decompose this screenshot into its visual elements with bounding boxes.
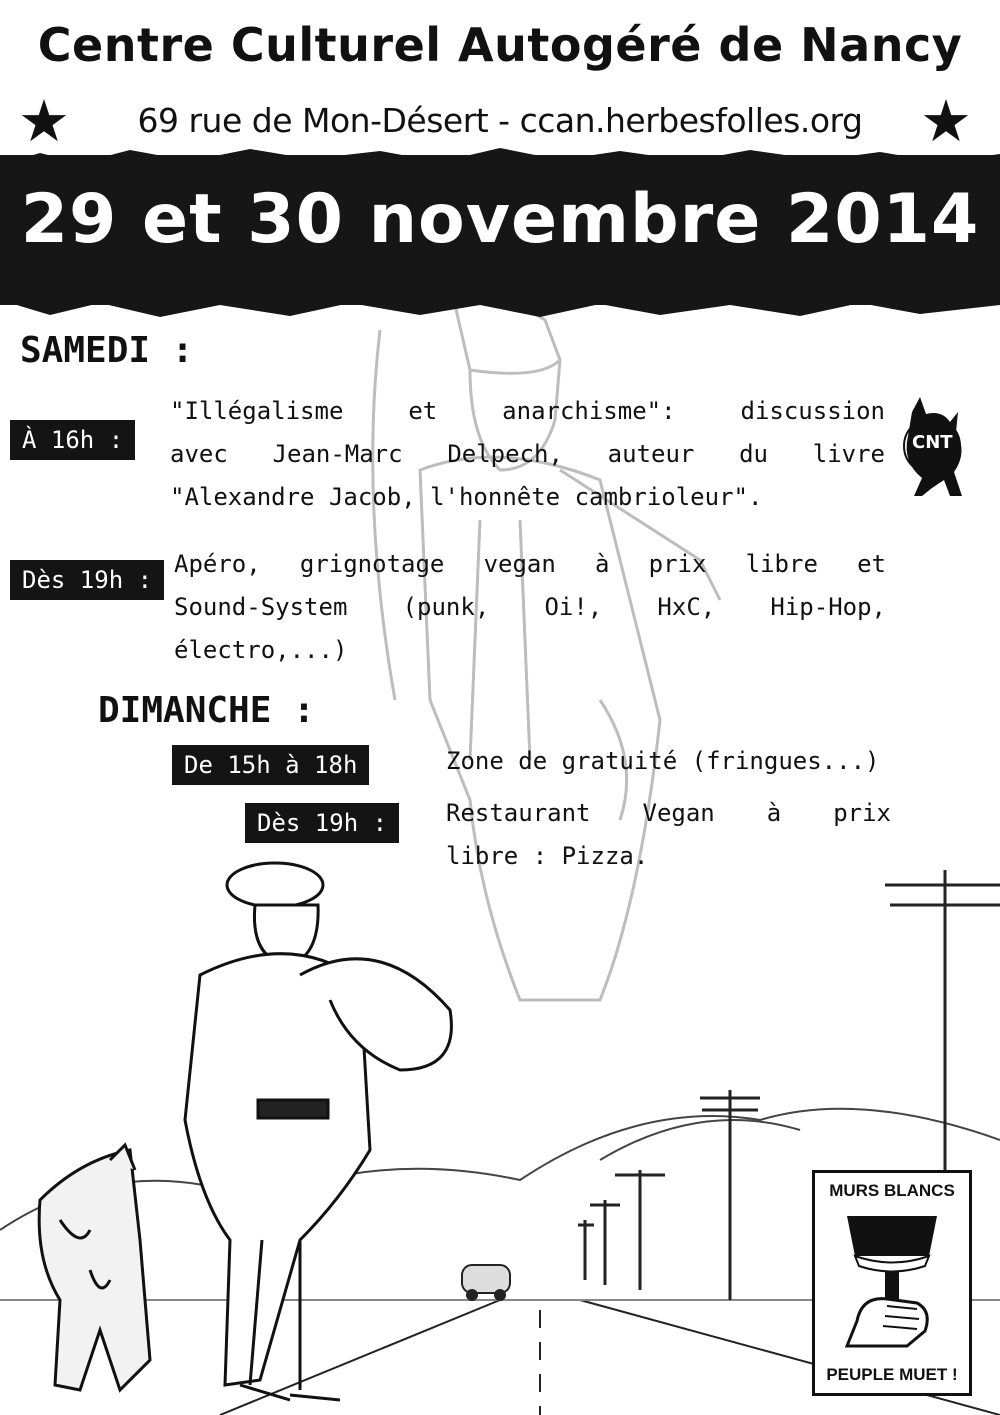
address-line: 69 rue de Mon-Désert - ccan.herbesfolles.org bbox=[137, 101, 863, 140]
star-icon-left: ★ bbox=[18, 87, 70, 155]
text-line: avec Jean-Marc Delpech, auteur du livre bbox=[170, 440, 885, 468]
cnt-logo bbox=[892, 392, 972, 500]
text-line: Apéro, grignotage vegan à prix libre et bbox=[174, 550, 886, 578]
text-line: "Alexandre Jacob, l'honnête cambrioleur". bbox=[170, 483, 763, 511]
paint-roller-fist-icon bbox=[837, 1211, 947, 1351]
text-line: libre : Pizza. bbox=[446, 842, 649, 870]
text-line: électro,...) bbox=[174, 636, 348, 664]
saturday-event-1-text bbox=[170, 390, 885, 519]
saturday-event-2-text bbox=[174, 543, 886, 672]
text-line: "Illégalisme et anarchisme": discussion bbox=[170, 397, 885, 425]
event-date: 29 et 30 novembre 2014 bbox=[20, 180, 980, 259]
sunday-event-1-text bbox=[446, 740, 916, 783]
saturday-heading: SAMEDI : bbox=[20, 330, 194, 371]
saturday-time-tag-1: À 16h : bbox=[10, 420, 135, 460]
sunday-time-tag-1: De 15h à 18h bbox=[172, 745, 369, 785]
badge-top-text: MURS BLANCS bbox=[829, 1181, 955, 1200]
text-line: Zone de gratuité (fringues...) bbox=[446, 747, 880, 775]
sunday-heading: DIMANCHE : bbox=[98, 690, 315, 731]
murs-blancs-badge bbox=[812, 1170, 972, 1396]
walking-man-illustration bbox=[185, 863, 451, 1400]
badge-bottom-text: PEUPLE MUET ! bbox=[826, 1365, 958, 1384]
cnt-logo-text: CNT bbox=[912, 432, 953, 453]
dog-illustration bbox=[39, 1145, 150, 1390]
sunday-time-tag-2: Dès 19h : bbox=[245, 803, 399, 843]
star-icon-right: ★ bbox=[920, 87, 972, 155]
text-line: Sound-System (punk, Oi!, HxC, Hip-Hop, bbox=[174, 593, 886, 621]
text-line: Restaurant Vegan à prix bbox=[446, 799, 891, 827]
saturday-time-tag-2: Dès 19h : bbox=[10, 560, 164, 600]
sunday-event-2-text bbox=[446, 792, 891, 878]
page-title: Centre Culturel Autogéré de Nancy bbox=[37, 18, 963, 72]
car-illustration bbox=[462, 1265, 510, 1300]
